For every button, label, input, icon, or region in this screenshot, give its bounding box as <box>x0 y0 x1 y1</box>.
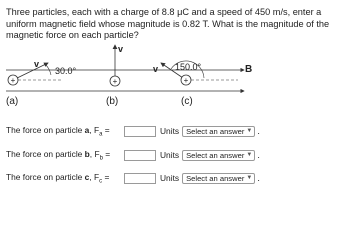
velocity-arrow-a <box>13 63 48 80</box>
force-b-input[interactable] <box>124 150 156 161</box>
answer-row-b: The force on particle b, $F_b$ = Units Select an answer ▼ . <box>6 148 260 162</box>
caption-b: (b) <box>106 96 119 107</box>
units-label-c: Units <box>160 173 180 183</box>
charge-sign-b: + <box>112 77 118 86</box>
caption-a: (a) <box>6 96 19 107</box>
units-label-b: Units <box>160 150 180 160</box>
answer-row-a: The force on particle a, $F_a$ = Units Select an answer ▼ . <box>6 124 260 138</box>
units-select-c[interactable]: Select an answer ▼ <box>182 173 255 184</box>
chevron-down-icon: ▼ <box>246 152 253 158</box>
velocity-label-b: v <box>118 44 124 54</box>
particle-a <box>6 59 77 107</box>
units-label-a: Units <box>160 126 180 136</box>
answer-row-c: The force on particle c, $F_c$ = Units Select an answer ▼ . <box>6 171 260 185</box>
units-select-b[interactable]: Select an answer ▼ <box>182 150 255 161</box>
chevron-down-icon: ▼ <box>246 128 253 134</box>
particle-b <box>106 44 123 107</box>
charge-sign-c: + <box>183 76 189 85</box>
answer-label-a: The force on particle a, $F_a$ = <box>6 124 110 138</box>
answer-label-c: The force on particle c, $F_c$ = <box>6 171 110 185</box>
field-label: B <box>245 64 253 75</box>
angle-label-a: 30.0° <box>55 66 77 76</box>
answer-label-b: The force on particle b, $F_b$ = <box>6 148 111 162</box>
field-lines <box>6 70 244 91</box>
force-a-input[interactable] <box>124 126 156 137</box>
velocity-label-a: v <box>34 59 40 69</box>
angle-label-c: 150.0° <box>175 62 202 72</box>
particle-c <box>153 61 238 107</box>
chevron-down-icon: ▼ <box>246 175 253 181</box>
force-c-input[interactable] <box>124 173 156 184</box>
question-text: Three particles, each with a charge of 8.8 μC and a speed of 450 m/s, enter a uniform magnetic field whose magnitude is 0.82 T. What is the magnitude of the magnetic force on each particle? <box>6 7 330 40</box>
velocity-label-c: v <box>153 64 159 74</box>
charge-sign-a: + <box>10 76 16 85</box>
units-select-a[interactable]: Select an answer ▼ <box>182 126 255 137</box>
caption-c: (c) <box>181 96 193 107</box>
